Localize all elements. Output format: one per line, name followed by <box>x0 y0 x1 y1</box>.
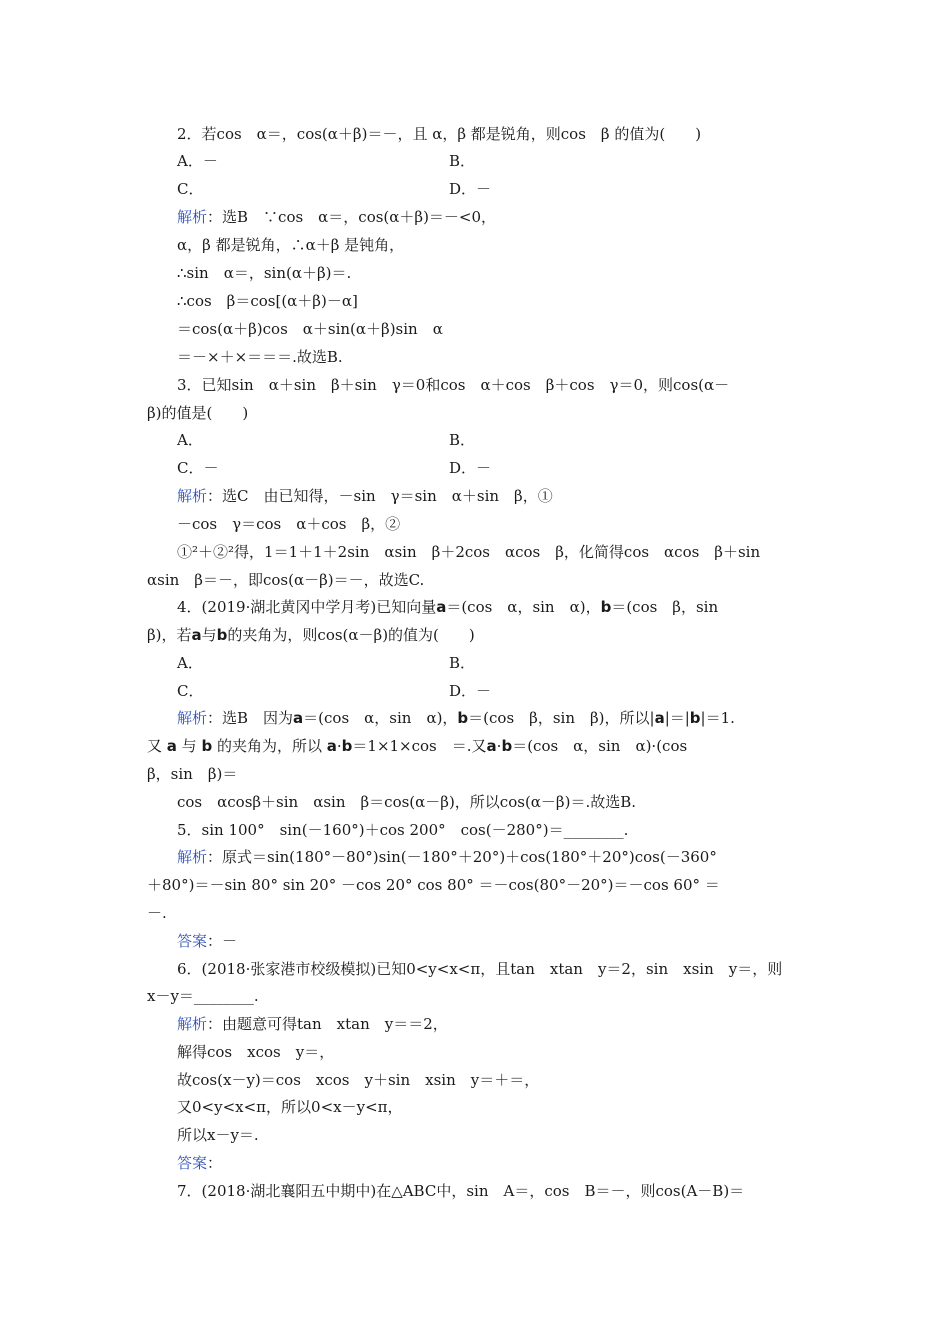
vector-symbol: b <box>341 737 353 755</box>
text-line-q3s1 <box>177 486 553 506</box>
text-run: · <box>336 737 342 755</box>
option-right-q3cd: D．－ <box>449 459 492 477</box>
text-run: 的夹角为，则cos(α－β)的值为( ) <box>227 626 475 644</box>
option-right-q3ab: B． <box>449 431 476 449</box>
vector-symbol: a <box>191 626 202 644</box>
text-line-q2s2 <box>177 235 404 255</box>
text-run: ＝－×＋×＝＝＝.故选B. <box>177 348 343 366</box>
option-right-q4ab: B． <box>449 654 476 672</box>
text-run: ＝(cos β，sin β)，所以| <box>468 709 655 727</box>
vector-symbol: b <box>501 737 513 755</box>
text-line-q3s3 <box>177 542 760 562</box>
text-run: A． <box>177 654 203 672</box>
text-line-q3s2 <box>177 514 400 534</box>
text-run: 5．sin 100° sin(－160°)＋cos 200° cos(－280°)＝________. <box>177 821 629 839</box>
text-run: －. <box>147 904 167 922</box>
text-run: ①²＋②²得，1＝1＋1＋2sin αsin β＋2cos αcos β，化简得cos αcos β＋sin <box>177 543 761 561</box>
text-run: ＝(cos α，sin α)， <box>303 709 458 727</box>
text-line-q3s4 <box>147 570 424 590</box>
text-run: ＋80°)＝－sin 80° sin 20° －cos 20° cos 80° ＝－cos(80°－20°)＝－cos 60° ＝ <box>147 876 720 894</box>
text-line-q5s1 <box>177 847 717 867</box>
text-run: ＝1×1×cos ＝.又 <box>352 737 487 755</box>
text-line-q2s3 <box>177 263 351 283</box>
text-line-q3cd <box>177 458 218 478</box>
text-line-q2ab <box>177 151 218 171</box>
text-run: 7．(2018·湖北襄阳五中期中)在△ABC中，sin A＝，cos B＝－，则cos(A－B)＝ <box>177 1182 745 1200</box>
text-line-q4s3 <box>147 764 237 784</box>
text-run: C． <box>177 180 204 198</box>
vector-symbol: b <box>457 709 469 727</box>
text-run: C．－ <box>177 459 219 477</box>
section-label: 解析 <box>177 1015 208 1033</box>
text-line-q2s1 <box>177 207 496 227</box>
text-run: 又 <box>147 737 167 755</box>
text-line-q6 <box>177 959 782 979</box>
vector-symbol: a <box>436 598 447 616</box>
text-run: α，β 都是锐角，∴α＋β 是钝角， <box>177 236 405 254</box>
text-run: · <box>496 737 502 755</box>
text-run: ∴sin α＝，sin(α＋β)＝. <box>177 264 352 282</box>
text-run: 又0<y<x<π，所以0<x－y<π， <box>177 1098 403 1116</box>
text-run: ∴cos β＝cos[(α＋β)－α] <box>177 292 358 310</box>
text-line-q5a <box>177 931 237 951</box>
section-label: 答案 <box>177 1154 208 1172</box>
text-line-q6s1 <box>177 1014 448 1034</box>
section-label: 解析 <box>177 848 208 866</box>
text-line-q4s1 <box>177 708 735 728</box>
text-run: ：原式＝sin(180°－80°)sin(－180°＋20°)＋cos(180°＋20°)cos(－360° <box>207 848 717 866</box>
vector-symbol: a <box>326 737 337 755</box>
vector-symbol: b <box>689 709 701 727</box>
section-label: 答案 <box>177 932 208 950</box>
text-run: x－y＝________. <box>147 987 259 1005</box>
text-run: 6．(2018·张家港市校级模拟)已知0<y<x<π，且tan xtan y＝2，sin xsin y＝，则 <box>177 960 783 978</box>
text-line-q5s2 <box>147 875 720 895</box>
text-line-q4s2 <box>147 736 687 756</box>
text-run: 2．若cos α＝，cos(α＋β)＝－，且 α，β 都是锐角，则cos β 的值为( ) <box>177 125 702 143</box>
text-line-q5 <box>177 820 628 840</box>
section-label: 解析 <box>177 487 208 505</box>
text-line-q7 <box>177 1181 744 1201</box>
text-line-q5s3 <box>147 903 167 923</box>
option-right-q4cd: D．－ <box>449 682 492 700</box>
text-line-q2 <box>177 124 701 144</box>
text-run: ＝(cos α，sin α)， <box>446 598 601 616</box>
vector-symbol: b <box>201 737 213 755</box>
text-run: 所以x－y＝. <box>177 1126 259 1144</box>
text-run: ＝cos(α＋β)cos α＋sin(α＋β)sin α <box>177 320 443 338</box>
text-run: ：选B ∵cos α＝，cos(α＋β)＝－<0， <box>207 208 497 226</box>
text-run: ：选B 因为 <box>207 709 294 727</box>
text-run: β，sin β)＝ <box>147 765 238 783</box>
text-line-q4cd <box>177 681 203 701</box>
text-run: C． <box>177 682 204 700</box>
text-line-q3ab <box>177 430 203 450</box>
section-label: 解析 <box>177 208 208 226</box>
vector-symbol: a <box>166 737 177 755</box>
text-line-q6s5 <box>177 1125 259 1145</box>
vector-symbol: b <box>600 598 612 616</box>
vector-symbol: a <box>486 737 497 755</box>
vector-symbol: a <box>293 709 304 727</box>
vector-symbol: a <box>654 709 665 727</box>
text-run: β)的值是( ) <box>147 404 249 422</box>
text-line-q6s4 <box>177 1097 403 1117</box>
option-right-q2cd: D．－ <box>449 180 492 198</box>
text-run: |＝| <box>664 709 690 727</box>
text-run: A． <box>177 431 203 449</box>
text-run: 故cos(x－y)＝cos xcos y＋sin xsin y＝＋＝， <box>177 1071 540 1089</box>
text-run: 与 <box>201 626 217 644</box>
text-run: ＝(cos α，sin α)·(cos <box>512 737 688 755</box>
text-run: β)，若 <box>147 626 192 644</box>
text-run: |＝1. <box>700 709 735 727</box>
section-label: 解析 <box>177 709 208 727</box>
text-run: 的夹角为，所以 <box>212 737 327 755</box>
vector-symbol: b <box>216 626 228 644</box>
text-run: 4．(2019·湖北黄冈中学月考)已知向量 <box>177 598 437 616</box>
text-run: ：由题意可得tan xtan y＝＝2， <box>207 1015 448 1033</box>
text-line-q4ab <box>177 653 203 673</box>
text-run: ＝(cos β，sin <box>611 598 719 616</box>
text-run: cos αcosβ＋sin αsin β＝cos(α－β)，所以cos(α－β)＝.故选B. <box>177 793 637 811</box>
text-run: A．－ <box>177 152 218 170</box>
text-line-q2s4 <box>177 291 358 311</box>
text-line-q2s5 <box>177 319 443 339</box>
text-line-q6b <box>147 986 259 1006</box>
text-run: －cos γ＝cos α＋cos β，② <box>177 515 401 533</box>
text-line-q6a <box>177 1153 222 1173</box>
text-line-q4b <box>147 625 475 645</box>
text-run: ：选C 由已知得，－sin γ＝sin α＋sin β，① <box>207 487 553 505</box>
text-line-q3 <box>177 375 729 395</box>
text-run: 解得cos xcos y＝， <box>177 1043 335 1061</box>
text-line-q3b <box>147 403 248 423</box>
text-line-q2cd <box>177 179 203 199</box>
text-run: 与 <box>176 737 202 755</box>
text-run: 3．已知sin α＋sin β＋sin γ＝0和cos α＋cos β＋cos γ＝0，则cos(α－ <box>177 376 730 394</box>
text-run: ： <box>207 1154 223 1172</box>
text-line-q2s6 <box>177 347 343 367</box>
text-line-q4 <box>177 597 718 617</box>
text-run: ：－ <box>207 932 238 950</box>
text-line-q6s2 <box>177 1042 334 1062</box>
text-line-q6s3 <box>177 1070 539 1090</box>
option-right-q2ab: B． <box>449 152 476 170</box>
text-line-q4s4 <box>177 792 636 812</box>
text-run: αsin β＝－，即cos(α－β)＝－，故选C. <box>147 571 425 589</box>
